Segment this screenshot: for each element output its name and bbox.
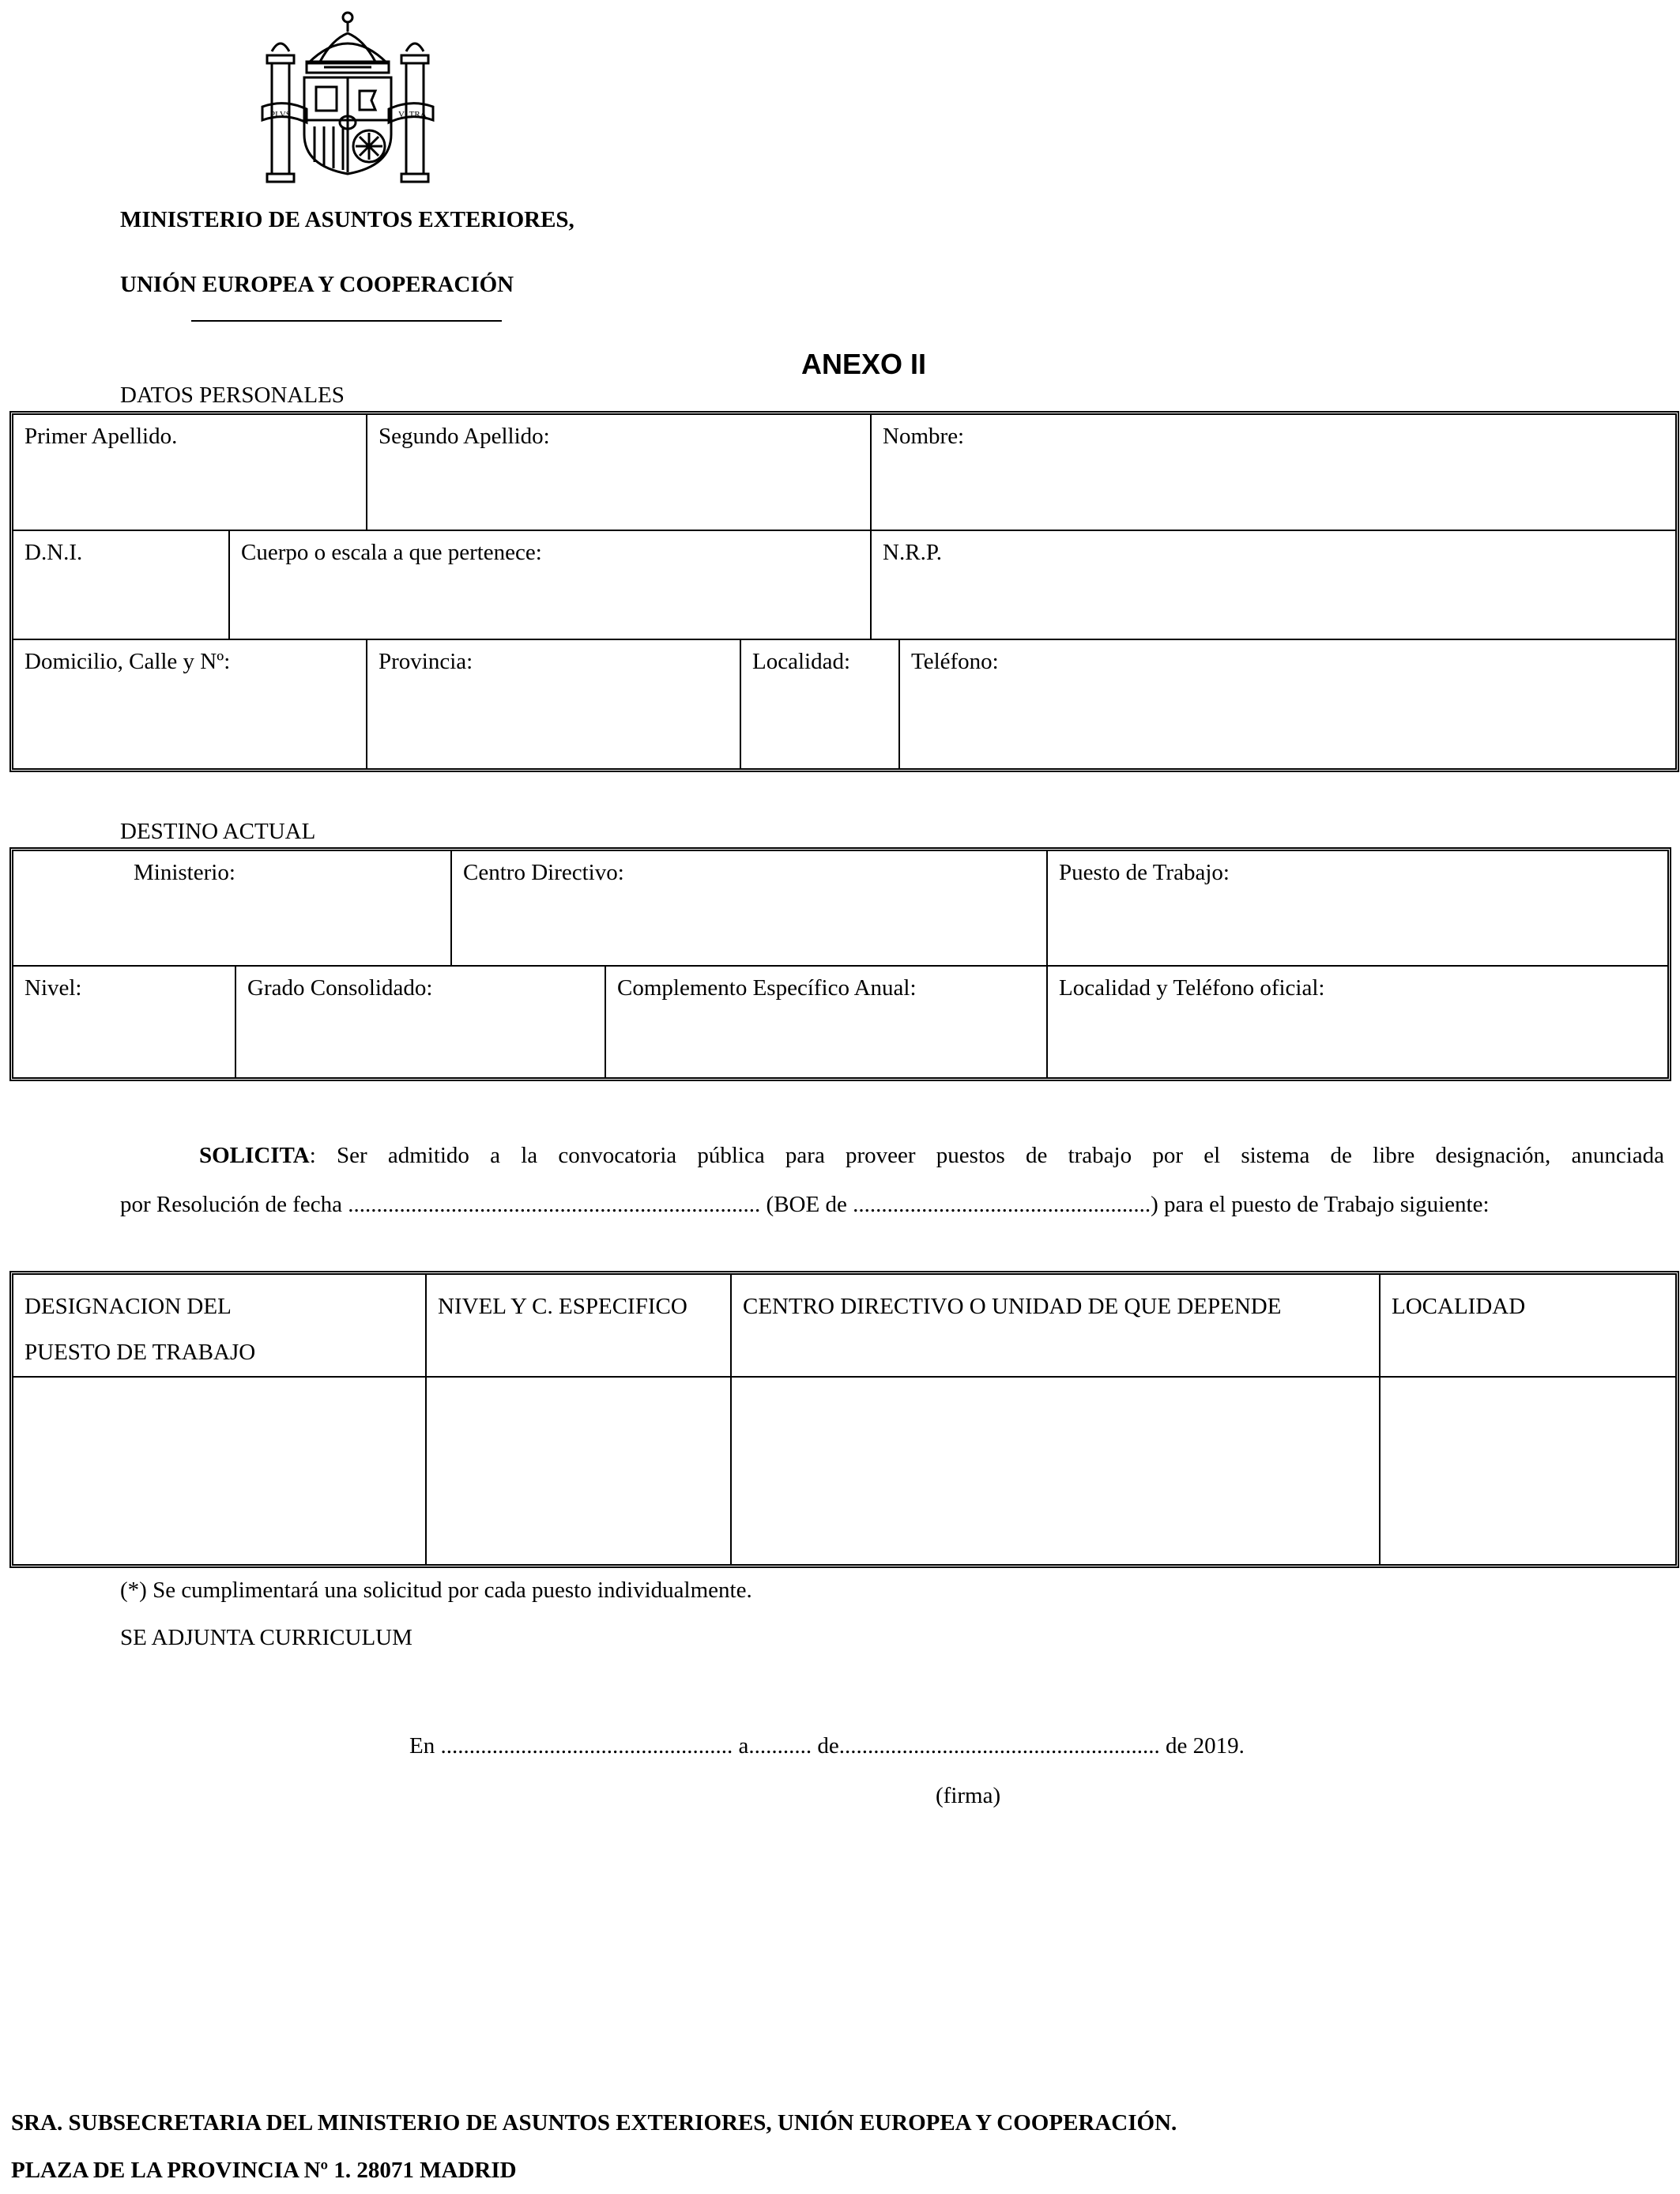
solicita-label: SOLICITA [199, 1143, 310, 1168]
header-centro-directivo [732, 1275, 1381, 1378]
coat-of-arms-seal [261, 8, 435, 190]
label-grado-consolidado: Grado Consolidado: [247, 975, 433, 1001]
label-nombre: Nombre: [883, 424, 965, 449]
label-localidad-telefono: Localidad y Teléfono oficial: [1059, 975, 1325, 1001]
field-localidad[interactable] [741, 640, 900, 768]
input-localidad[interactable] [1381, 1378, 1675, 1564]
label-provincia: Provincia: [379, 649, 473, 674]
header-divider [191, 320, 502, 322]
input-nivel-especifico[interactable] [427, 1378, 732, 1564]
field-telefono[interactable] [900, 640, 1675, 768]
label-segundo-apellido: Segundo Apellido: [379, 424, 550, 449]
datos-personales-heading: DATOS PERSONALES [120, 383, 345, 408]
solicita-text-line1: : Ser admitido a la convocatoria pública para proveer puestos de trabajo por el sistema de libre designación, anunciada [309, 1143, 1664, 1168]
label-dni: D.N.I. [24, 540, 83, 565]
field-centro-directivo[interactable] [452, 851, 1048, 967]
header-localidad [1381, 1275, 1675, 1378]
field-localidad-telefono[interactable] [1048, 967, 1667, 1077]
input-centro-directivo[interactable] [732, 1378, 1381, 1564]
solicita-line1 [120, 1143, 1664, 1169]
solicita-line2: por Resolución de fecha ........................................................................ (BOE de ....................................................) para el puesto de Trabajo siguiente: [120, 1192, 1490, 1217]
field-nrp[interactable] [872, 531, 1675, 640]
input-designacion[interactable] [13, 1378, 427, 1564]
datos-personales-table [9, 411, 1679, 772]
destino-actual-heading: DESTINO ACTUAL [120, 819, 316, 844]
label-domicilio: Domicilio, Calle y Nº: [24, 649, 231, 674]
header-nivel-especifico-label: NIVEL Y C. ESPECIFICO [438, 1294, 687, 1319]
header-nivel-especifico [427, 1275, 732, 1378]
field-dni[interactable] [13, 531, 230, 640]
destino-actual-table [9, 847, 1671, 1081]
page-title: ANEXO II [801, 348, 927, 380]
label-centro-directivo: Centro Directivo: [463, 860, 624, 885]
field-primer-apellido[interactable] [13, 415, 367, 531]
field-nivel[interactable] [13, 967, 236, 1077]
fecha-line: En ................................................... a........... de........................................................ de 2019. [409, 1733, 1245, 1759]
header-designacion-line1: DESIGNACION DEL [24, 1294, 232, 1319]
field-domicilio[interactable] [13, 640, 367, 768]
firma-label: (firma) [936, 1783, 1001, 1808]
seal-motto-plus: PLVS [270, 110, 291, 119]
label-telefono: Teléfono: [911, 649, 999, 674]
adjunta-curriculum: SE ADJUNTA CURRICULUM [120, 1625, 412, 1650]
field-puesto-trabajo[interactable] [1048, 851, 1667, 967]
ministry-name-line1: MINISTERIO DE ASUNTOS EXTERIORES, [120, 207, 574, 232]
footer-address-line1: SRA. SUBSECRETARIA DEL MINISTERIO DE ASUNTOS EXTERIORES, UNIÓN EUROPEA Y COOPERACIÓN. [11, 2110, 1177, 2136]
header-centro-directivo-label: CENTRO DIRECTIVO O UNIDAD DE QUE DEPENDE [743, 1294, 1282, 1319]
label-localidad: Localidad: [752, 649, 851, 674]
label-nrp: N.R.P. [883, 540, 942, 565]
label-nivel: Nivel: [24, 975, 82, 1001]
field-provincia[interactable] [367, 640, 741, 768]
label-complemento: Complemento Específico Anual: [617, 975, 917, 1001]
header-localidad-label: LOCALIDAD [1392, 1294, 1526, 1319]
field-segundo-apellido[interactable] [367, 415, 872, 531]
field-grado-consolidado[interactable] [236, 967, 606, 1077]
field-ministerio[interactable] [13, 851, 452, 967]
footer-address-line2: PLAZA DE LA PROVINCIA Nº 1. 28071 MADRID [11, 2158, 517, 2183]
field-nombre[interactable] [872, 415, 1675, 531]
ministry-name-line2: UNIÓN EUROPEA Y COOPERACIÓN [120, 272, 514, 297]
header-designacion-line2: PUESTO DE TRABAJO [24, 1340, 256, 1365]
label-primer-apellido: Primer Apellido. [24, 424, 178, 449]
label-puesto-trabajo: Puesto de Trabajo: [1059, 860, 1230, 885]
header-designacion [13, 1275, 427, 1378]
field-complemento[interactable] [606, 967, 1048, 1077]
puestos-table [9, 1271, 1679, 1568]
label-cuerpo: Cuerpo o escala a que pertenece: [241, 540, 542, 565]
label-ministerio: Ministerio: [134, 860, 235, 885]
seal-motto-ultra: VLTRA [398, 110, 427, 119]
field-cuerpo[interactable] [230, 531, 872, 640]
note-text: (*) Se cumplimentará una solicitud por cada puesto individualmente. [120, 1578, 752, 1603]
